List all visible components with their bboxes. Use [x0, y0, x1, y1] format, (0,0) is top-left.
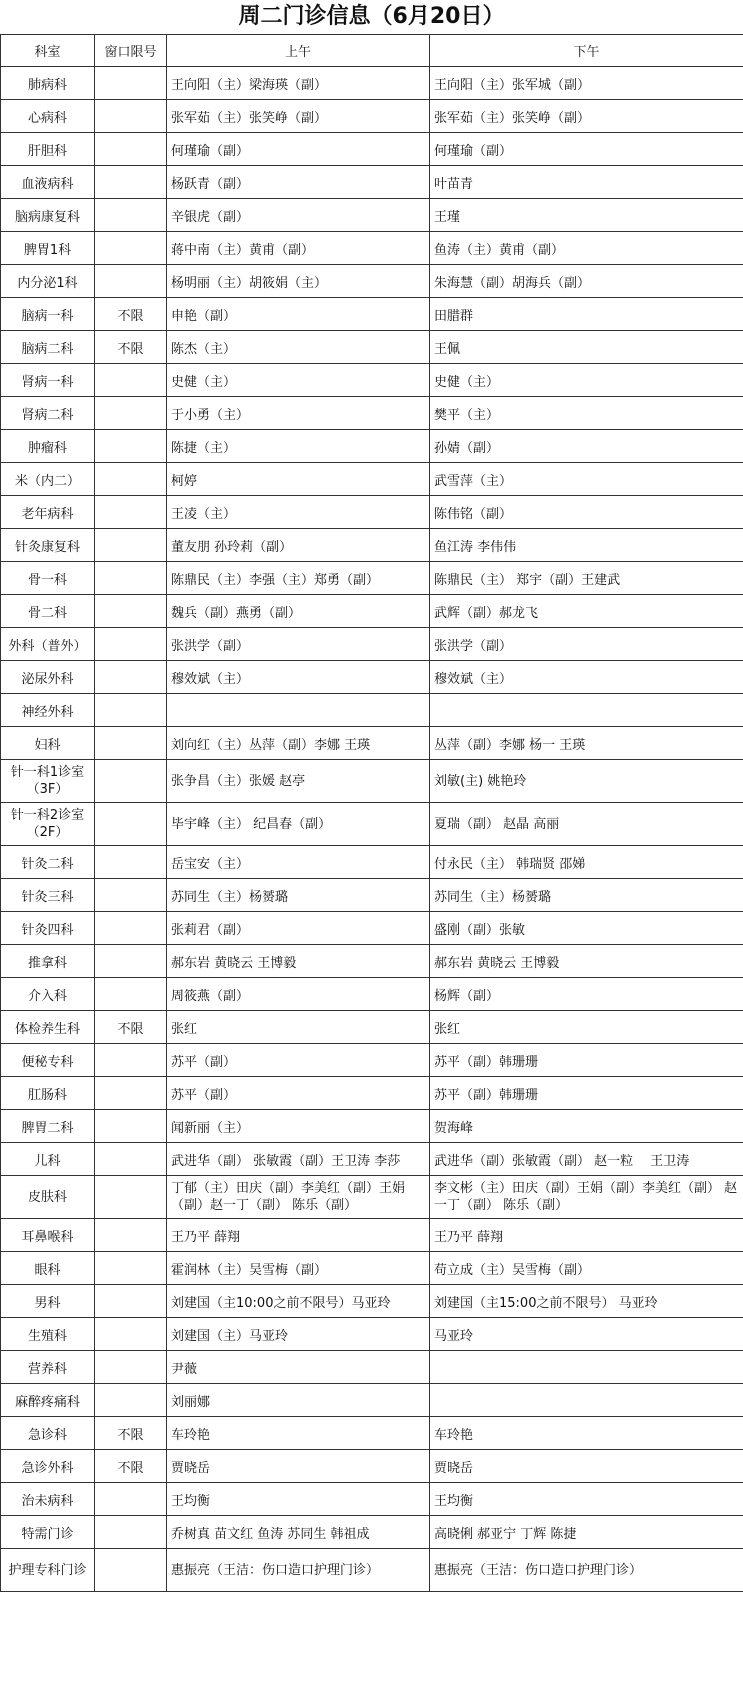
morning-cell: 毕宇峰（主） 纪昌春（副）	[167, 803, 430, 846]
dept-cell: 针灸三科	[1, 879, 95, 912]
table-row	[1, 1483, 743, 1516]
afternoon-cell: 樊平（主）	[430, 397, 743, 430]
dept-cell: 心病科	[1, 100, 95, 133]
table-row	[1, 628, 743, 661]
quota-cell	[95, 803, 167, 846]
table-row	[1, 265, 743, 298]
afternoon-cell: 王均衡	[430, 1483, 743, 1516]
afternoon-cell: 马亚玲	[430, 1318, 743, 1351]
afternoon-cell: 杨辉（副）	[430, 978, 743, 1011]
quota-cell	[95, 760, 167, 803]
morning-cell: 陈杰（主）	[167, 331, 430, 364]
table-row	[1, 232, 743, 265]
morning-cell: 贾晓岳	[167, 1450, 430, 1483]
header-quota: 窗口限号	[95, 35, 167, 67]
dept-cell: 肾病一科	[1, 364, 95, 397]
afternoon-cell: 朱海慧（副）胡海兵（副）	[430, 265, 743, 298]
dept-cell: 脾胃1科	[1, 232, 95, 265]
table-row	[1, 199, 743, 232]
morning-cell: 辛银虎（副）	[167, 199, 430, 232]
afternoon-cell: 丛萍（副）李娜 杨一 王瑛	[430, 727, 743, 760]
dept-cell: 脾胃二科	[1, 1110, 95, 1143]
quota-cell	[95, 1483, 167, 1516]
dept-cell: 血液病科	[1, 166, 95, 199]
quota-cell	[95, 628, 167, 661]
quota-cell	[95, 100, 167, 133]
table-row	[1, 364, 743, 397]
table-row	[1, 760, 743, 803]
dept-cell: 针灸二科	[1, 846, 95, 879]
quota-cell	[95, 463, 167, 496]
quota-cell	[95, 1252, 167, 1285]
quota-cell	[95, 694, 167, 727]
table-row	[1, 1176, 743, 1219]
afternoon-cell: 叶苗青	[430, 166, 743, 199]
morning-cell: 申艳（副）	[167, 298, 430, 331]
table-row	[1, 846, 743, 879]
table-row	[1, 912, 743, 945]
table-row	[1, 133, 743, 166]
dept-cell: 针一科1诊室（3F）	[1, 760, 95, 803]
dept-cell: 脑病二科	[1, 331, 95, 364]
quota-cell	[95, 1351, 167, 1384]
table-row	[1, 67, 743, 100]
morning-cell: 闻新丽（主）	[167, 1110, 430, 1143]
afternoon-cell: 苏平（副）韩珊珊	[430, 1044, 743, 1077]
morning-cell: 张红	[167, 1011, 430, 1044]
table-row	[1, 1143, 743, 1176]
quota-cell	[95, 879, 167, 912]
dept-cell: 耳鼻喉科	[1, 1219, 95, 1252]
dept-cell: 体检养生科	[1, 1011, 95, 1044]
quota-cell	[95, 1285, 167, 1318]
dept-cell: 护理专科门诊	[1, 1549, 95, 1592]
table-row	[1, 1516, 743, 1549]
dept-cell: 妇科	[1, 727, 95, 760]
table-row	[1, 1450, 743, 1483]
morning-cell: 陈捷（主）	[167, 430, 430, 463]
morning-cell: 车玲艳	[167, 1417, 430, 1450]
header-morning: 上午	[167, 35, 430, 67]
morning-cell: 刘建国（主）马亚玲	[167, 1318, 430, 1351]
morning-cell: 史健（主）	[167, 364, 430, 397]
morning-cell: 蒋中南（主）黄甫（副）	[167, 232, 430, 265]
dept-cell: 肿瘤科	[1, 430, 95, 463]
afternoon-cell: 贾晓岳	[430, 1450, 743, 1483]
dept-cell: 肾病二科	[1, 397, 95, 430]
morning-cell: 苏平（副）	[167, 1077, 430, 1110]
table-row	[1, 496, 743, 529]
afternoon-cell: 张洪学（副）	[430, 628, 743, 661]
morning-cell: 岳宝安（主）	[167, 846, 430, 879]
afternoon-cell: 苏平（副）韩珊珊	[430, 1077, 743, 1110]
afternoon-cell: 贺海峰	[430, 1110, 743, 1143]
page-title: 周二门诊信息（6月20日）	[238, 4, 505, 29]
table-row	[1, 1110, 743, 1143]
afternoon-cell: 武辉（副）郝龙飞	[430, 595, 743, 628]
afternoon-cell: 张军茹（主）张笑峥（副）	[430, 100, 743, 133]
afternoon-cell: 惠振亮（王洁：伤口造口护理门诊）	[430, 1549, 743, 1592]
afternoon-cell: 陈鼎民（主） 郑宇（副）王建武	[430, 562, 743, 595]
quota-cell: 不限	[95, 331, 167, 364]
quota-cell	[95, 1110, 167, 1143]
table-row	[1, 1549, 743, 1592]
quota-cell	[95, 265, 167, 298]
table-row	[1, 661, 743, 694]
table-row	[1, 331, 743, 364]
table-row	[1, 1011, 743, 1044]
quota-cell	[95, 430, 167, 463]
quota-cell: 不限	[95, 1011, 167, 1044]
quota-cell: 不限	[95, 298, 167, 331]
quota-cell	[95, 1384, 167, 1417]
morning-cell	[167, 694, 430, 727]
afternoon-cell: 刘建国（主15:00之前不限号） 马亚玲	[430, 1285, 743, 1318]
morning-cell: 董友朋 孙玲莉（副）	[167, 529, 430, 562]
table-row	[1, 978, 743, 1011]
morning-cell: 苏同生（主）杨赟璐	[167, 879, 430, 912]
quota-cell	[95, 727, 167, 760]
quota-cell	[95, 1549, 167, 1592]
dept-cell: 神经外科	[1, 694, 95, 727]
quota-cell	[95, 133, 167, 166]
dept-cell: 针灸四科	[1, 912, 95, 945]
afternoon-cell: 夏瑞（副） 赵晶 高丽	[430, 803, 743, 846]
afternoon-cell: 王瑾	[430, 199, 743, 232]
table-row	[1, 1285, 743, 1318]
table-row	[1, 1077, 743, 1110]
quota-cell	[95, 67, 167, 100]
morning-cell: 张莉君（副）	[167, 912, 430, 945]
afternoon-cell: 鱼涛（主）黄甫（副）	[430, 232, 743, 265]
morning-cell: 刘建国（主10:00之前不限号）马亚玲	[167, 1285, 430, 1318]
afternoon-cell: 王乃平 薛翔	[430, 1219, 743, 1252]
quota-cell	[95, 912, 167, 945]
dept-cell: 皮肤科	[1, 1176, 95, 1219]
table-row	[1, 945, 743, 978]
schedule-table	[0, 34, 743, 1592]
quota-cell	[95, 595, 167, 628]
quota-cell: 不限	[95, 1450, 167, 1483]
morning-cell: 张洪学（副）	[167, 628, 430, 661]
morning-cell: 张争昌（主）张媛 赵亭	[167, 760, 430, 803]
dept-cell: 脑病一科	[1, 298, 95, 331]
morning-cell: 王凌（主）	[167, 496, 430, 529]
table-row	[1, 1318, 743, 1351]
morning-cell: 霍润林（主）吴雪梅（副）	[167, 1252, 430, 1285]
morning-cell: 苏平（副）	[167, 1044, 430, 1077]
afternoon-cell: 孙婧（副）	[430, 430, 743, 463]
quota-cell	[95, 661, 167, 694]
quota-cell	[95, 945, 167, 978]
dept-cell: 特需门诊	[1, 1516, 95, 1549]
dept-cell: 肛肠科	[1, 1077, 95, 1110]
table-row	[1, 529, 743, 562]
afternoon-cell: 何瑾瑜（副）	[430, 133, 743, 166]
afternoon-cell: 高晓俐 郝亚宁 丁辉 陈捷	[430, 1516, 743, 1549]
afternoon-cell: 郝东岩 黄晓云 王博毅	[430, 945, 743, 978]
table-row	[1, 1384, 743, 1417]
header-row	[1, 35, 743, 67]
morning-cell: 于小勇（主）	[167, 397, 430, 430]
dept-cell: 便秘专科	[1, 1044, 95, 1077]
quota-cell	[95, 562, 167, 595]
table-row	[1, 166, 743, 199]
header-afternoon: 下午	[430, 35, 743, 67]
dept-cell: 生殖科	[1, 1318, 95, 1351]
table-row	[1, 1351, 743, 1384]
dept-cell: 外科（普外）	[1, 628, 95, 661]
afternoon-cell: 王佩	[430, 331, 743, 364]
dept-cell: 男科	[1, 1285, 95, 1318]
morning-cell: 郝东岩 黄晓云 王博毅	[167, 945, 430, 978]
dept-cell: 针一科2诊室（2F）	[1, 803, 95, 846]
dept-cell: 脑病康复科	[1, 199, 95, 232]
morning-cell: 王乃平 薛翔	[167, 1219, 430, 1252]
table-row	[1, 1044, 743, 1077]
dept-cell: 介入科	[1, 978, 95, 1011]
dept-cell: 老年病科	[1, 496, 95, 529]
dept-cell: 营养科	[1, 1351, 95, 1384]
afternoon-cell: 张红	[430, 1011, 743, 1044]
table-row	[1, 430, 743, 463]
quota-cell: 不限	[95, 1417, 167, 1450]
morning-cell: 武进华（副） 张敏霞（副）王卫涛 李莎	[167, 1143, 430, 1176]
morning-cell: 杨跃青（副）	[167, 166, 430, 199]
dept-cell: 麻醉疼痛科	[1, 1384, 95, 1417]
dept-cell: 内分泌1科	[1, 265, 95, 298]
morning-cell: 王均衡	[167, 1483, 430, 1516]
table-row	[1, 879, 743, 912]
dept-cell: 儿科	[1, 1143, 95, 1176]
table-row	[1, 100, 743, 133]
morning-cell: 王向阳（主）梁海瑛（副）	[167, 67, 430, 100]
afternoon-cell	[430, 1351, 743, 1384]
afternoon-cell: 武进华（副）张敏霞（副） 赵一粒 王卫涛	[430, 1143, 743, 1176]
afternoon-cell: 鱼江涛 李伟伟	[430, 529, 743, 562]
quota-cell	[95, 1318, 167, 1351]
afternoon-cell: 王向阳（主）张军城（副）	[430, 67, 743, 100]
dept-cell: 肺病科	[1, 67, 95, 100]
afternoon-cell: 田腊群	[430, 298, 743, 331]
table-row	[1, 1252, 743, 1285]
afternoon-cell: 付永民（主） 韩瑞贤 邵娣	[430, 846, 743, 879]
quota-cell	[95, 1176, 167, 1219]
quota-cell	[95, 1516, 167, 1549]
dept-cell: 推拿科	[1, 945, 95, 978]
morning-cell: 刘向红（主）丛萍（副）李娜 王瑛	[167, 727, 430, 760]
afternoon-cell: 陈伟铭（副）	[430, 496, 743, 529]
morning-cell: 惠振亮（王洁：伤口造口护理门诊）	[167, 1549, 430, 1592]
morning-cell: 尹薇	[167, 1351, 430, 1384]
afternoon-cell: 武雪萍（主）	[430, 463, 743, 496]
dept-cell: 骨二科	[1, 595, 95, 628]
morning-cell: 丁郁（主）田庆（副）李美红（副）王娟（副）赵一丁（副） 陈乐（副）	[167, 1176, 430, 1219]
morning-cell: 何瑾瑜（副）	[167, 133, 430, 166]
quota-cell	[95, 978, 167, 1011]
dept-cell: 急诊科	[1, 1417, 95, 1450]
table-row	[1, 1417, 743, 1450]
morning-cell: 魏兵（副）燕勇（副）	[167, 595, 430, 628]
dept-cell: 骨一科	[1, 562, 95, 595]
quota-cell	[95, 199, 167, 232]
afternoon-cell: 李文彬（主）田庆（副）王娟（副）李美红（副） 赵一丁（副） 陈乐（副）	[430, 1176, 743, 1219]
quota-cell	[95, 1077, 167, 1110]
morning-cell: 陈鼎民（主）李强（主）郑勇（副）	[167, 562, 430, 595]
table-row	[1, 562, 743, 595]
table-row	[1, 727, 743, 760]
table-row	[1, 803, 743, 846]
header-dept: 科室	[1, 35, 95, 67]
dept-cell: 治未病科	[1, 1483, 95, 1516]
quota-cell	[95, 397, 167, 430]
quota-cell	[95, 1143, 167, 1176]
table-row	[1, 298, 743, 331]
quota-cell	[95, 846, 167, 879]
table-row	[1, 397, 743, 430]
morning-cell: 刘丽娜	[167, 1384, 430, 1417]
quota-cell	[95, 1219, 167, 1252]
quota-cell	[95, 364, 167, 397]
afternoon-cell	[430, 694, 743, 727]
dept-cell: 米（内二）	[1, 463, 95, 496]
quota-cell	[95, 529, 167, 562]
afternoon-cell: 苟立成（主）吴雪梅（副）	[430, 1252, 743, 1285]
quota-cell	[95, 232, 167, 265]
dept-cell: 肝胆科	[1, 133, 95, 166]
morning-cell: 杨明丽（主）胡筱娟（主）	[167, 265, 430, 298]
dept-cell: 针灸康复科	[1, 529, 95, 562]
afternoon-cell: 刘敏(主) 姚艳玲	[430, 760, 743, 803]
morning-cell: 柯婷	[167, 463, 430, 496]
morning-cell: 张军茹（主）张笑峥（副）	[167, 100, 430, 133]
afternoon-cell: 车玲艳	[430, 1417, 743, 1450]
table-row	[1, 1219, 743, 1252]
table-row	[1, 595, 743, 628]
quota-cell	[95, 1044, 167, 1077]
afternoon-cell: 盛刚（副）张敏	[430, 912, 743, 945]
quota-cell	[95, 166, 167, 199]
table-row	[1, 463, 743, 496]
morning-cell: 穆效斌（主）	[167, 661, 430, 694]
dept-cell: 急诊外科	[1, 1450, 95, 1483]
dept-cell: 眼科	[1, 1252, 95, 1285]
schedule-body	[1, 67, 743, 1592]
morning-cell: 乔树真 苗文红 鱼涛 苏同生 韩祖成	[167, 1516, 430, 1549]
quota-cell	[95, 496, 167, 529]
table-row	[1, 694, 743, 727]
afternoon-cell	[430, 1384, 743, 1417]
afternoon-cell: 穆效斌（主）	[430, 661, 743, 694]
morning-cell: 周筱燕（副）	[167, 978, 430, 1011]
afternoon-cell: 史健（主）	[430, 364, 743, 397]
afternoon-cell: 苏同生（主）杨赟璐	[430, 879, 743, 912]
dept-cell: 泌尿外科	[1, 661, 95, 694]
